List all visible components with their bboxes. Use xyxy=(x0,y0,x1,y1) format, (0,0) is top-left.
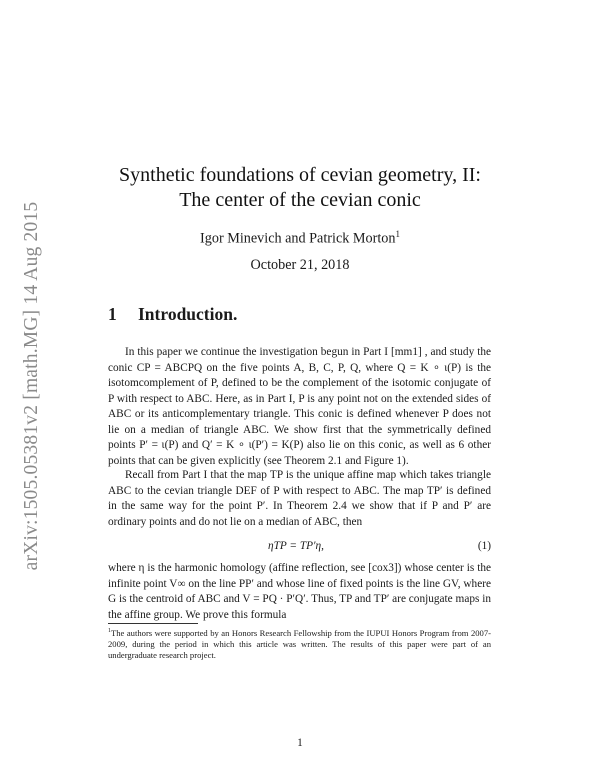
equation-1 xyxy=(108,540,491,556)
equation-body: ηTP = TP′η, xyxy=(268,540,324,552)
arxiv-identifier: arXiv:1505.05381v2 [math.MG] 14 Aug 2015 xyxy=(21,201,42,571)
section-number: 1 xyxy=(108,304,117,324)
page-number: 1 xyxy=(297,737,303,749)
paragraph-3-text: where η is the harmonic homology (affine reflection, see [cox3]) whose center is the infinite point V∞ on the line PP′ and whose line of fixed points is the line GV, where G is the centroid of ABC and V = PQ · P′Q′. Thus, TP and TP′ are conjugate maps in the affine group. We prove this formula xyxy=(108,562,491,621)
equation-number: (1) xyxy=(477,540,491,552)
footnote-mark: 1 xyxy=(108,628,111,634)
footnote xyxy=(108,626,491,661)
paragraph-1-text: In this paper we continue the investigation begun in Part I [mm1] , and study the conic CP = ABCPQ on the five points A, B, C, P, Q, where Q = K ∘ ι(P) is the isotomcomplement of P, defined to be the complement of the isotomic conjugate of P with respect to ABC. Here, as in Part I, P is any point not on the extended sides of ABC or its anticomplementary triangle. This conic is defined whenever P does not lie on a median of triangle ABC. We show first that the symmetrically defined points P′ = ι(P) and Q′ = K ∘ ι(P′) = K(P) also lie on this conic, as well as 6 other points that can be given explicitly (see Theorem 2.1 and Figure 1). xyxy=(108,346,491,467)
author-footnote-mark: 1 xyxy=(395,229,400,239)
authors: Igor Minevich and Patrick Morton xyxy=(200,230,396,247)
paragraph-1 xyxy=(108,345,491,469)
paper-title xyxy=(100,163,500,213)
footnote-rule xyxy=(108,623,198,624)
author-line xyxy=(100,229,500,248)
title-line-2: The center of the cevian conic xyxy=(179,189,421,211)
paragraph-2-text: Recall from Part I that the map TP is the unique affine map which takes triangle ABC to the cevian triangle DEF of P with respect to ABC. The map TP′ is defined in the same way for the point P′. In Theorem 2.4 we show that if P and P′ are ordinary points and do not lie on a median of ABC, then xyxy=(108,469,491,528)
footnote-text: The authors were supported by an Honors Research Fellowship from the IUPUI Honors Program from 2007-2009, during the period in which this article was written. The results of this paper were part of an undergraduate research project. xyxy=(108,627,491,661)
section-heading xyxy=(108,304,237,325)
title-line-1: Synthetic foundations of cevian geometry, II: xyxy=(119,164,481,186)
paragraph-3 xyxy=(108,561,491,623)
section-title: Introduction. xyxy=(138,304,238,324)
arxiv-sidebar xyxy=(8,186,56,586)
paragraph-2 xyxy=(108,468,491,530)
paper-date: October 21, 2018 xyxy=(250,257,350,273)
